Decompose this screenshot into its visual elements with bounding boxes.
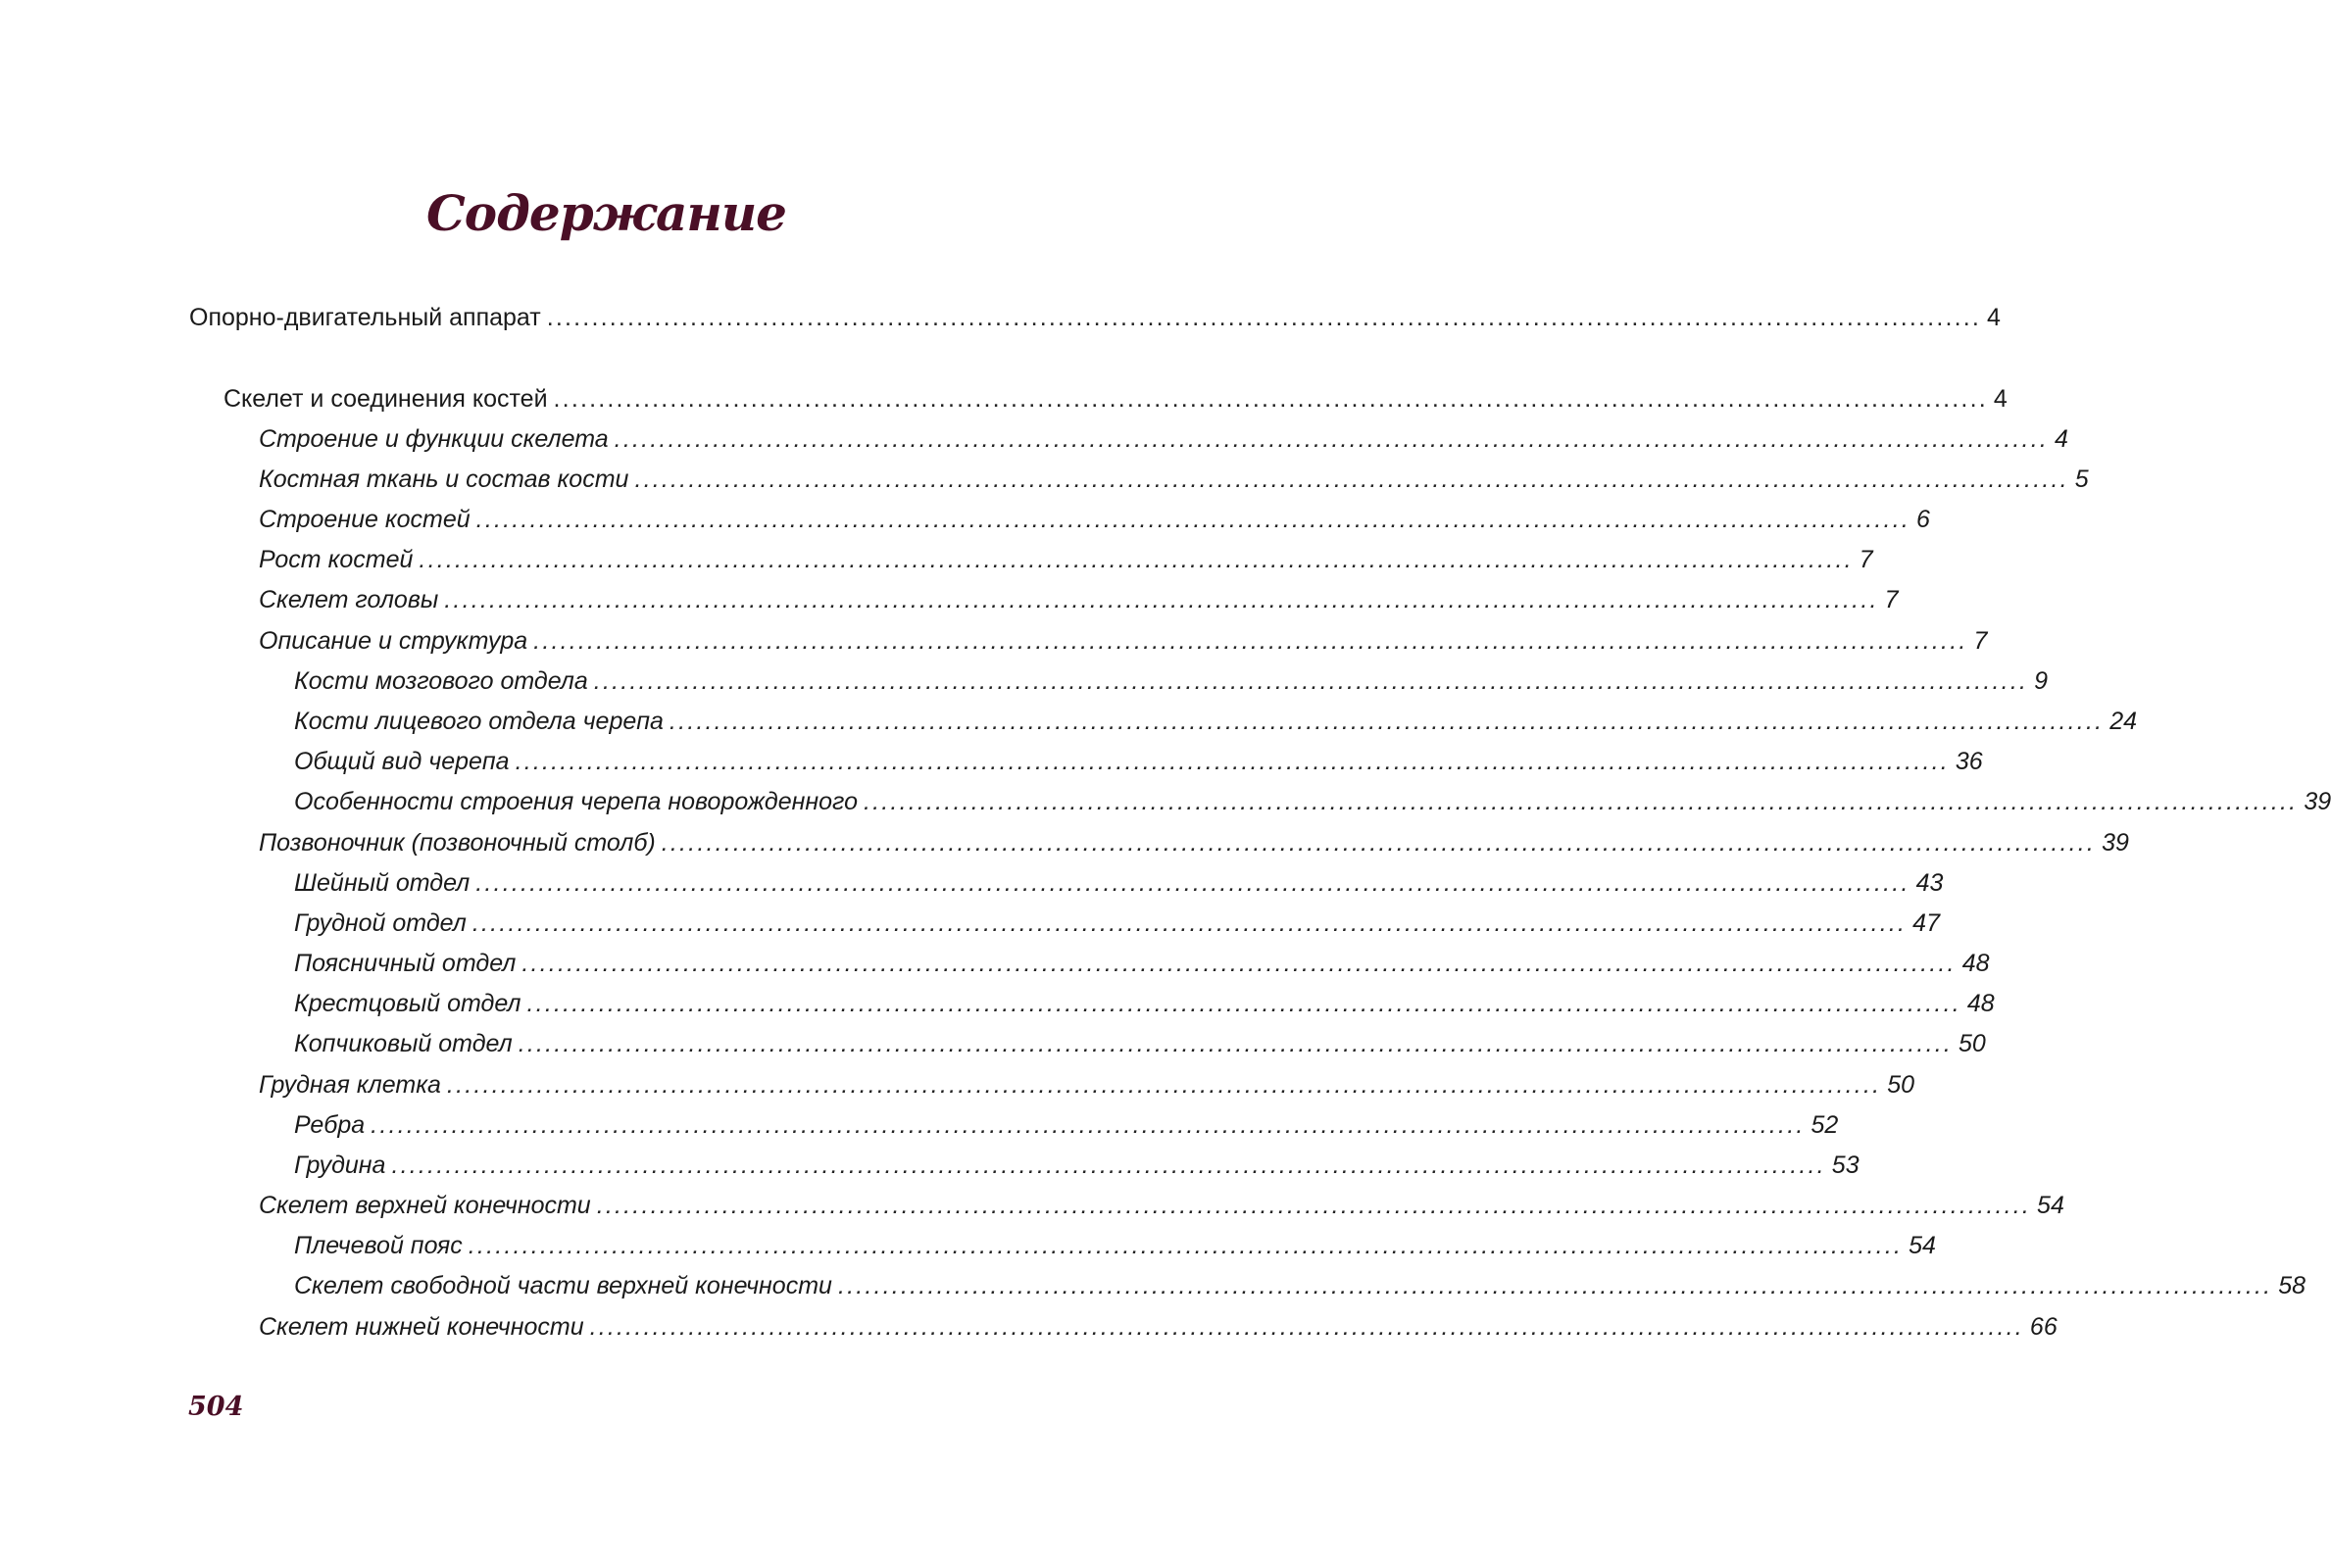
toc-entry-title: Скелет свободной части верхней конечности: [294, 1272, 832, 1299]
toc-entry-page: 50: [1887, 1071, 1915, 1099]
toc-entry[interactable]: [189, 302, 2001, 333]
toc-dot-leader: ................................................................................................................................................................: [596, 1192, 2032, 1219]
toc-entry-title: Поясничный отдел: [294, 950, 517, 977]
toc-entry-title: Кости мозгового отдела: [294, 667, 588, 695]
toc-entry-title: Скелет и соединения костей: [223, 385, 548, 413]
toc-dot-leader: ................................................................................................................................................................: [515, 748, 1950, 775]
toc-entry[interactable]: [294, 706, 2138, 737]
toc-entry[interactable]: [294, 1230, 1936, 1261]
toc-entry-title: Костная ткань и состав кости: [259, 466, 629, 493]
toc-dot-leader: ................................................................................................................................................................: [468, 1232, 1904, 1259]
toc-entry[interactable]: [294, 746, 1983, 777]
toc-entry-title: Грудной отдел: [294, 909, 467, 937]
toc-dot-leader: ................................................................................................................................................................: [521, 950, 1957, 977]
toc-entry-page: 58: [2278, 1272, 2306, 1299]
toc-entry-title: Рост костей: [259, 546, 414, 573]
toc-entry-page: 48: [1966, 990, 1995, 1017]
toc-entry-title: Опорно-двигательный аппарат: [189, 304, 541, 331]
toc-entry[interactable]: [259, 584, 1899, 615]
toc-entry-title: Ребра: [294, 1111, 366, 1139]
toc-entry-title: Общий вид черепа: [294, 748, 510, 775]
toc-dot-leader: ................................................................................................................................................................: [471, 909, 1908, 937]
page-title: Содержание: [426, 184, 786, 242]
toc-entry-title: Копчиковый отдел: [294, 1030, 513, 1057]
toc-entry-title: Позвоночник (позвоночный столб): [259, 829, 656, 857]
toc-entry-title: Кости лицевого отдела черепа: [294, 708, 664, 735]
toc-entry-page: 39: [2102, 829, 2129, 857]
toc-dot-leader: ................................................................................................................................................................: [518, 1030, 1954, 1057]
toc-entry-page: 54: [2037, 1192, 2064, 1219]
toc-dot-leader: ................................................................................................................................................................: [526, 990, 1961, 1017]
toc-entry-title: Скелет верхней конечности: [259, 1192, 591, 1219]
toc-entry[interactable]: [259, 504, 1930, 535]
toc-dot-leader: ................................................................................................................................................................: [553, 385, 1988, 413]
toc-entry-page: 39: [2304, 788, 2331, 815]
toc-entry[interactable]: [259, 625, 1988, 657]
toc-entry-page: 6: [1916, 506, 1930, 533]
toc-entry-title: Строение костей: [259, 506, 471, 533]
toc-entry[interactable]: [294, 988, 1995, 1019]
toc-entry-page: 4: [1993, 385, 2008, 413]
toc-dot-leader: ................................................................................................................................................................: [371, 1111, 1806, 1139]
toc-entry-title: Крестцовый отдел: [294, 990, 521, 1017]
toc-entry-page: 47: [1912, 909, 1940, 937]
toc-entry[interactable]: [259, 423, 2068, 455]
toc-entry[interactable]: [294, 665, 2049, 697]
toc-entry[interactable]: [259, 1069, 1915, 1101]
toc-dot-leader: ................................................................................................................................................................: [391, 1152, 1826, 1179]
toc-entry-title: Скелет головы: [259, 586, 439, 613]
toc-entry[interactable]: [259, 1190, 2064, 1221]
toc-entry[interactable]: [294, 786, 2331, 817]
toc-entry[interactable]: [223, 383, 2008, 415]
toc-entry-page: 54: [1909, 1232, 1936, 1259]
toc-dot-leader: ................................................................................................................................................................: [669, 708, 2105, 735]
toc-entry-title: Грудина: [294, 1152, 386, 1179]
toc-dot-leader: ................................................................................................................................................................: [864, 788, 2299, 815]
toc-entry[interactable]: [294, 867, 1944, 899]
toc-entry-page: 43: [1915, 869, 1944, 897]
toc-dot-leader: ................................................................................................................................................................: [546, 304, 1982, 331]
toc-entry[interactable]: [259, 544, 1873, 575]
toc-dot-leader: ................................................................................................................................................................: [533, 627, 1968, 655]
toc-entry-page: 7: [1884, 586, 1899, 613]
toc-dot-leader: ................................................................................................................................................................: [614, 425, 2049, 453]
toc-entry-title: Описание и структура: [259, 627, 528, 655]
toc-entry-page: 9: [2034, 667, 2049, 695]
toc-entry-title: Плечевой пояс: [294, 1232, 463, 1259]
toc-entry[interactable]: [294, 948, 1990, 979]
toc-dot-leader: ................................................................................................................................................................: [446, 1071, 1882, 1099]
toc-entry-page: 24: [2109, 708, 2138, 735]
toc-dot-leader: ................................................................................................................................................................: [837, 1272, 2273, 1299]
toc-dot-leader: ................................................................................................................................................................: [661, 829, 2097, 857]
toc-entry-page: 53: [1831, 1152, 1860, 1179]
toc-entry-page: 50: [1959, 1030, 1986, 1057]
toc-dot-leader: ................................................................................................................................................................: [444, 586, 1879, 613]
toc-entry-page: 7: [1973, 627, 1988, 655]
toc-entry[interactable]: [294, 1028, 1986, 1059]
toc-entry-page: 48: [1961, 950, 1990, 977]
toc-dot-leader: ................................................................................................................................................................: [593, 667, 2029, 695]
toc-entry[interactable]: [294, 1270, 2306, 1301]
toc-entry-page: 5: [2074, 466, 2089, 493]
toc-dot-leader: ................................................................................................................................................................: [589, 1313, 2024, 1341]
toc-entry[interactable]: [294, 1109, 1839, 1141]
toc-entry[interactable]: [294, 907, 1940, 939]
toc-entry-title: Шейный отдел: [294, 869, 471, 897]
toc-entry-title: Особенности строения черепа новорожденного: [294, 788, 858, 815]
toc-entry-page: 36: [1955, 748, 1983, 775]
toc-entry-page: 4: [2055, 425, 2068, 453]
toc-entry[interactable]: [259, 1311, 2058, 1343]
toc-dot-leader: ................................................................................................................................................................: [419, 546, 1854, 573]
toc-entry-title: Грудная клетка: [259, 1071, 441, 1099]
toc-entry-page: 4: [1987, 304, 2001, 331]
toc-dot-leader: ................................................................................................................................................................: [634, 466, 2069, 493]
page-number: 504: [188, 1392, 244, 1422]
toc-entry[interactable]: [259, 827, 2129, 858]
toc-entry-page: 7: [1859, 546, 1873, 573]
toc-entry[interactable]: [294, 1150, 1860, 1181]
toc-entry-title: Скелет нижней конечности: [259, 1313, 584, 1341]
toc-entry-title: Строение и функции скелета: [259, 425, 609, 453]
toc-dot-leader: ................................................................................................................................................................: [475, 506, 1910, 533]
toc-entry-page: 66: [2029, 1313, 2058, 1341]
toc-entry[interactable]: [259, 464, 2089, 495]
toc-dot-leader: ................................................................................................................................................................: [475, 869, 1910, 897]
toc-entry-page: 52: [1810, 1111, 1839, 1139]
